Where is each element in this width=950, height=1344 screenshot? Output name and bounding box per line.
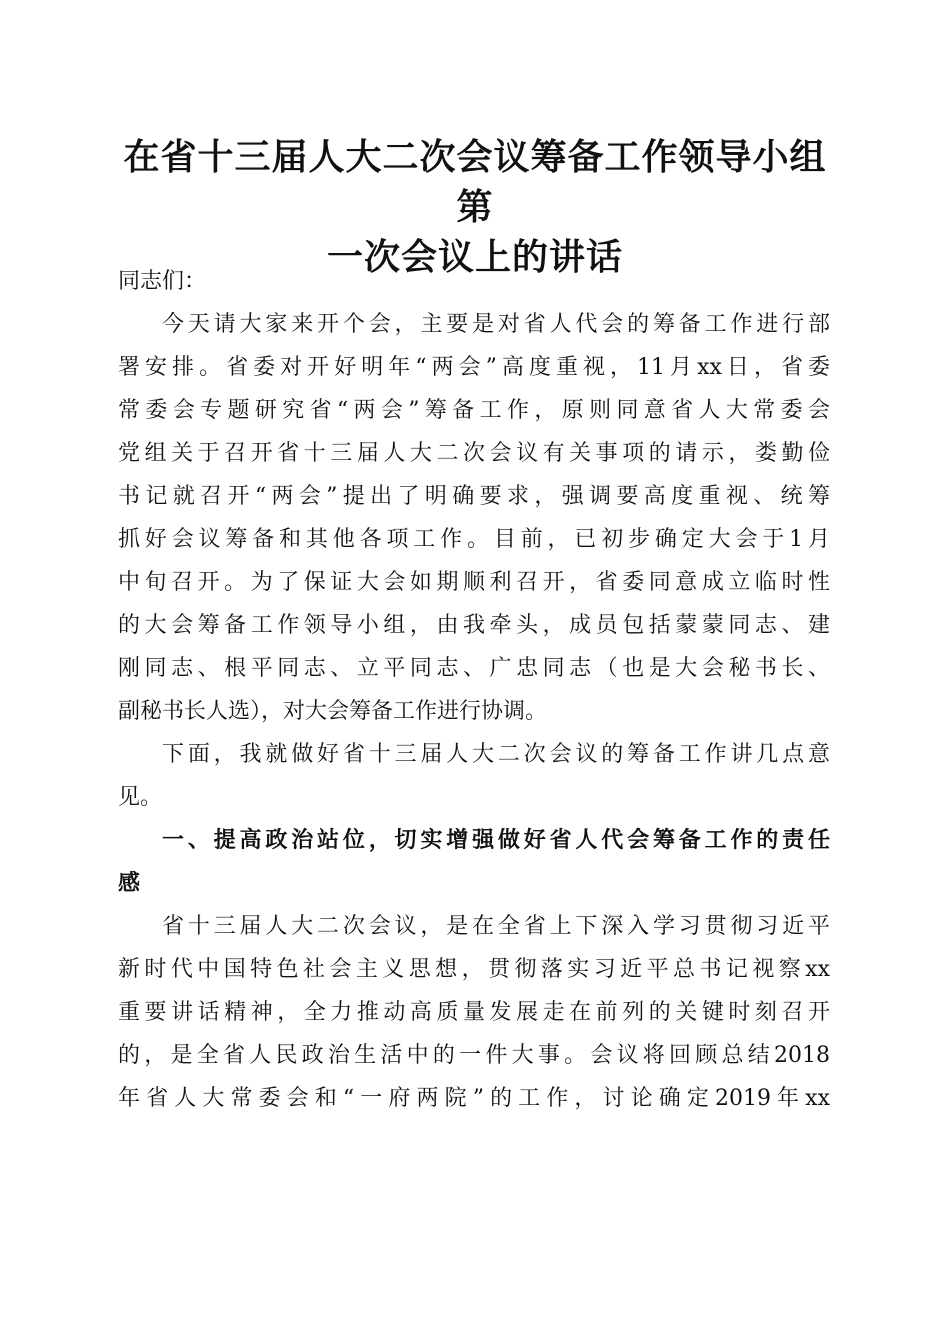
paragraph-1-line: 常委会专题研究省“两会”筹备工作，原则同意省人大常委会	[118, 398, 830, 423]
document-body	[118, 260, 830, 1120]
paragraph-2-line: 见。	[118, 785, 163, 810]
paragraph-3	[118, 905, 830, 1120]
paragraph-1-line: 的大会筹备工作领导小组，由我牵头，成员包括蒙蒙同志、建	[118, 613, 830, 638]
paragraph-1-line: 今天请大家来开个会，主要是对省人代会的筹备工作进行部	[162, 312, 830, 337]
paragraph-2	[118, 733, 830, 819]
paragraph-1-line: 抓好会议筹备和其他各项工作。目前，已初步确定大会于1月	[118, 527, 830, 552]
paragraph-3-line: 新时代中国特色社会主义思想，贯彻落实习近平总书记视察xx	[118, 957, 830, 982]
paragraph-3-line: 的，是全省人民政治生活中的一件大事。会议将回顾总结2018	[118, 1043, 830, 1068]
paragraph-3-line: 重要讲话精神，全力推动高质量发展走在前列的关键时刻召开	[118, 1000, 830, 1025]
salutation: 同志们：	[118, 269, 207, 294]
paragraph-3-line: 省十三届人大二次会议，是在全省上下深入学习贯彻习近平	[162, 914, 830, 939]
section-heading-1	[118, 819, 830, 905]
title-line-2: 一次会议上的讲话	[326, 236, 623, 278]
paragraph-3-line: 年省人大常委会和“一府两院”的工作，讨论确定2019年xx	[118, 1086, 830, 1111]
paragraph-1-line: 刚同志、根平同志、立平同志、广忠同志（也是大会秘书长、	[118, 656, 830, 681]
title-line-1: 在省十三届人大二次会议筹备工作领导小组第	[123, 136, 827, 228]
section-heading-line: 一、提高政治站位，切实增强做好省人代会筹备工作的责任	[162, 828, 830, 853]
paragraph-1-line: 书记就召开“两会”提出了明确要求，强调要高度重视、统筹	[118, 484, 830, 509]
paragraph-1-line: 中旬召开。为了保证大会如期顺利召开，省委同意成立临时性	[118, 570, 830, 595]
paragraph-2-line: 下面，我就做好省十三届人大二次会议的筹备工作讲几点意	[162, 742, 830, 767]
paragraph-1-line: 署安排。省委对开好明年“两会”高度重视，11月xx日，省委	[118, 355, 830, 380]
paragraph-1-line: 副秘书长人选），对大会筹备工作进行协调。	[118, 699, 548, 724]
paragraph-1	[118, 303, 830, 733]
paragraph-1-line: 党组关于召开省十三届人大二次会议有关事项的请示，娄勤俭	[118, 441, 830, 466]
section-heading-line: 感	[118, 871, 141, 896]
